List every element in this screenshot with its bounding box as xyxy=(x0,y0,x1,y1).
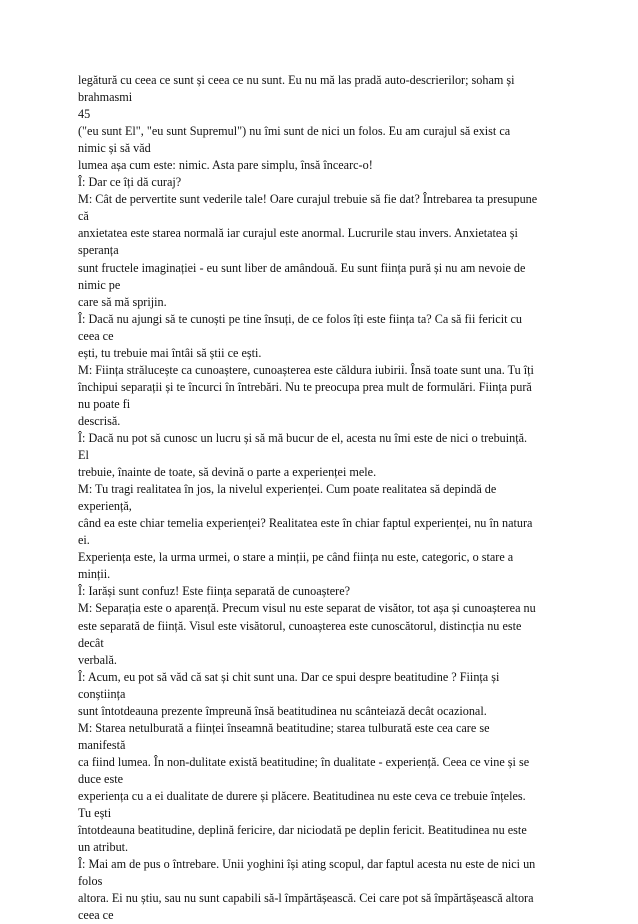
text-line: M: Separația este o aparență. Precum visul nu este separat de visător, tot așa și cunoașterea nu xyxy=(78,601,536,616)
text-line: lumea așa cum este: nimic. Asta pare simplu, însă încearc-o! xyxy=(78,158,373,173)
text-line: experiența cu a ei dualitate de durere și plăcere. Beatitudinea nu este ceva ce trebuie înțeles. xyxy=(78,788,526,803)
text-line: un atribut. xyxy=(78,840,129,855)
text-line: M: Ființa strălucește ca cunoaștere, cunoașterea este căldura iubirii. Însă toate sunt una. Tu îți xyxy=(78,362,534,377)
text-line: decât xyxy=(78,635,104,650)
text-line: legătură cu ceea ce sunt și ceea ce nu sunt. Eu nu mă las pradă auto-descrierilor; soham și xyxy=(78,73,515,87)
text-line: 45 xyxy=(78,107,91,122)
text-line: că xyxy=(78,209,89,224)
text-line: speranța xyxy=(78,243,119,258)
text-line: Î: Dacă nu pot să cunosc un lucru și să mă bucur de el, acesta nu îmi este de nici o trebuință. xyxy=(78,430,528,445)
text-line: anxietatea este starea normală iar curajul este anormal. Lucrurile stau invers. Anxietatea și xyxy=(78,226,518,241)
text-line: M: Tu tragi realitatea în jos, la nivelul experienței. Cum poate realitatea să depindă de xyxy=(78,482,497,497)
text-line: ceea ce xyxy=(78,328,114,343)
text-line: Experiența este, la urma urmei, o stare a minții, pe când ființa nu este, categoric, o stare a xyxy=(78,550,514,565)
text-line: descrisă. xyxy=(78,413,121,428)
text-line: ei. xyxy=(78,533,90,548)
text-line: verbală. xyxy=(78,652,117,667)
text-line: Î: Acum, eu pot să văd că sat și chit sunt una. Dar ce spui despre beatitudine ? Ființa și xyxy=(78,669,500,684)
text-line: ești, tu trebuie mai întâi să știi ce ești. xyxy=(78,345,262,360)
text-line: nimic pe xyxy=(78,277,121,292)
text-line: M: Starea netulburată a ființei înseamnă beatitudine; starea tulburată este cea care se xyxy=(78,720,490,735)
text-line: nimic și să văd xyxy=(78,141,151,156)
document-page xyxy=(78,72,558,924)
text-line: conștiința xyxy=(78,686,126,701)
text-line: ca fiind lumea. În non-dulitate există beatitudine; în dualitate - experiență. Ceea ce vine și se xyxy=(78,754,530,769)
text-line: Î: Dar ce îți dă curaj? xyxy=(78,175,182,190)
text-line: duce este xyxy=(78,771,124,786)
text-line: Î: Mai am de pus o întrebare. Unii yoghini își ating scopul, dar faptul acesta nu este de nici un xyxy=(78,857,536,872)
text-line: experiență, xyxy=(78,499,132,514)
text-line: este separată de ființă. Visul este visătorul, cunoașterea este cunoscătorul, distincția nu este xyxy=(78,618,522,633)
text-line: Î: Dacă nu ajungi să te cunoști pe tine însuți, de ce folos îți este ființa ta? Ca să fii fericit cu xyxy=(78,311,523,326)
text-line: sunt fructele imaginației - eu sunt liber de amândouă. Eu sunt ființa pură și nu am nevoie de xyxy=(78,260,526,275)
text-line: închipui separații și te încurci în întrebări. Nu te preocupa prea mult de formulări. Ființa pură xyxy=(78,379,532,394)
text-line: ceea ce xyxy=(78,908,114,923)
text-line: trebuie, înainte de toate, să devină o parte a experienței mele. xyxy=(78,465,377,480)
text-line: M: Cât de pervertite sunt vederile tale! Oare curajul trebuie să fie dat? Întrebarea ta presupune xyxy=(78,192,538,207)
text-line: El xyxy=(78,448,89,463)
text-line: altora. Ei nu știu, sau nu sunt capabili să-l împărtășească. Cei care pot să împărtășească altora xyxy=(78,891,534,906)
text-line: întotdeauna beatitudine, deplină fericire, dar niciodată pe deplin fericit. Beatitudinea nu este xyxy=(78,823,527,838)
text-line: minții. xyxy=(78,567,111,582)
text-line: manifestă xyxy=(78,737,126,752)
text-line: sunt întotdeauna prezente împreună însă beatitudinea nu scânteiază decât ocazional. xyxy=(78,703,487,718)
text-line: Î: Iarăși sunt confuz! Este ființa separată de cunoaștere? xyxy=(78,584,351,599)
text-line: ("eu sunt El", "eu sunt Supremul") nu îmi sunt de nici un folos. Eu am curajul să exist ca xyxy=(78,124,511,139)
text-line: care să mă sprijin. xyxy=(78,294,167,309)
text-line: folos xyxy=(78,874,103,889)
text-line: când ea este chiar temelia experienței? Realitatea este în chiar faptul experienței, nu în natura xyxy=(78,516,533,531)
text-line: nu poate fi xyxy=(78,396,131,411)
text-line: Tu ești xyxy=(78,806,112,821)
text-line: brahmasmi xyxy=(78,90,133,105)
